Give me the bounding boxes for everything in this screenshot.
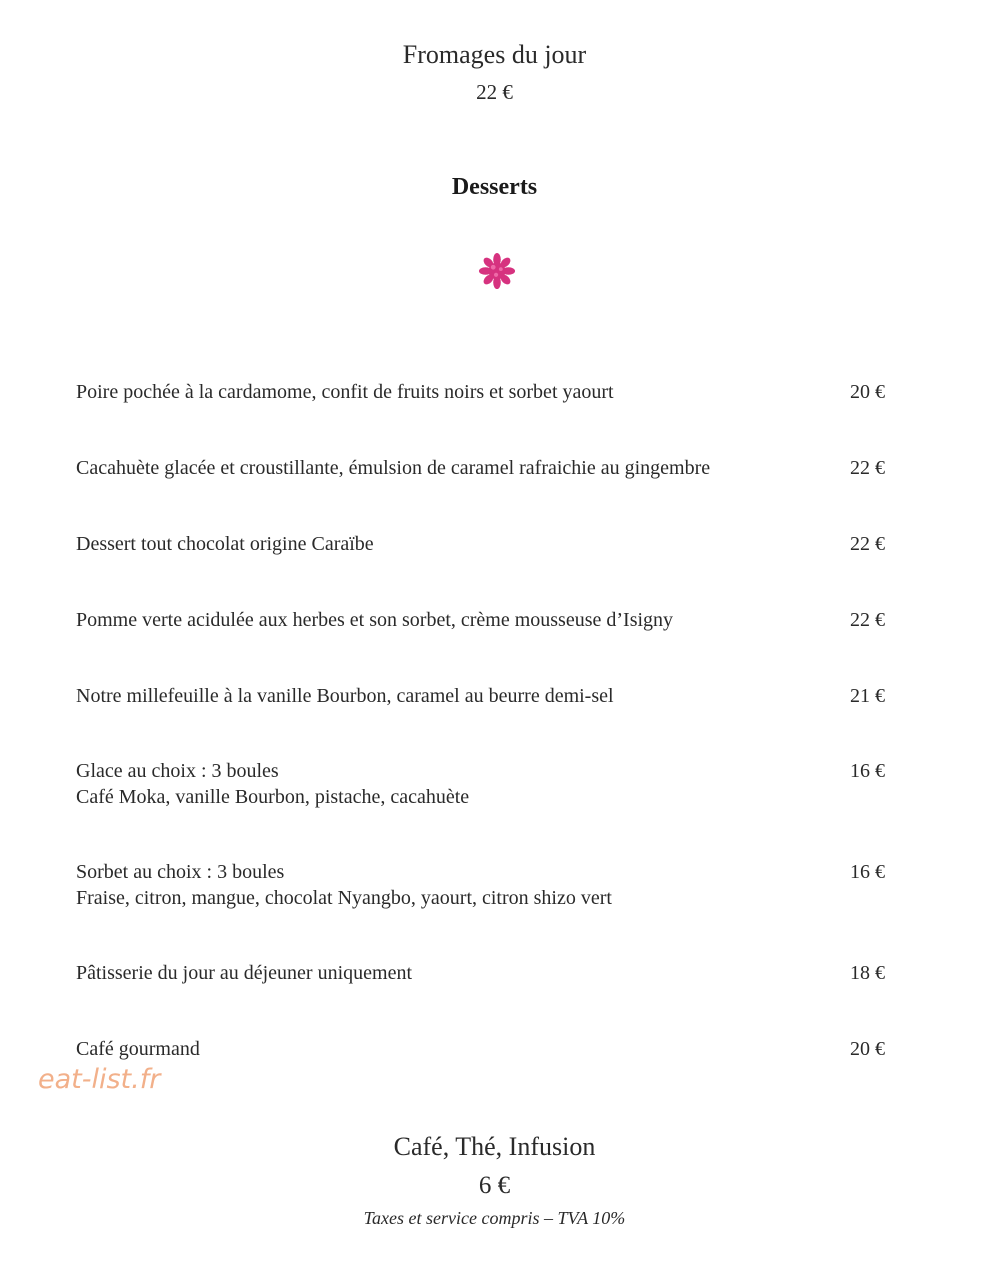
dessert-item-price: 21 € (850, 685, 885, 707)
dessert-item-name: Sorbet au choix : 3 boules (76, 861, 285, 883)
tax-note: Taxes et service compris – TVA 10% (363, 1208, 626, 1228)
dessert-item-price: 22 € (850, 609, 885, 631)
dessert-item-price: 20 € (850, 381, 885, 403)
dessert-item-name: Café gourmand (76, 1038, 200, 1060)
dessert-item-price: 18 € (850, 962, 885, 984)
dessert-item-price: 20 € (850, 1038, 885, 1060)
dessert-item-name: Notre millefeuille à la vanille Bourbon, caramel au beurre demi-sel (76, 685, 614, 707)
cafe-price: 6 € (478, 1172, 511, 1199)
dessert-item-detail: Café Moka, vanille Bourbon, pistache, cacahuète (76, 786, 470, 808)
dessert-item-name: Glace au choix : 3 boules (76, 760, 279, 782)
dessert-item-price: 16 € (850, 861, 885, 883)
dessert-item-price: 22 € (850, 457, 885, 479)
dessert-item-detail: Fraise, citron, mangue, chocolat Nyangbo, yaourt, citron shizo vert (76, 887, 612, 909)
dessert-item-price: 22 € (850, 533, 885, 555)
dessert-item-name: Dessert tout chocolat origine Caraïbe (76, 533, 374, 555)
dessert-item-price: 16 € (850, 760, 885, 782)
dessert-item-name: Cacahuète glacée et croustillante, émulsion de caramel rafraichie au gingembre (76, 457, 711, 479)
cafe-title: Café, Thé, Infusion (393, 1132, 596, 1161)
fromages-title: Fromages du jour (402, 40, 587, 69)
desserts-heading: Desserts (451, 174, 538, 200)
pink-flower-icon (478, 252, 516, 290)
fromages-price: 22 € (476, 80, 513, 104)
watermark: eat-list.fr (38, 1064, 161, 1095)
dessert-item-name: Pâtisserie du jour au déjeuner uniquement (76, 962, 413, 984)
dessert-item-name: Poire pochée à la cardamome, confit de fruits noirs et sorbet yaourt (76, 381, 614, 403)
dessert-item-name: Pomme verte acidulée aux herbes et son sorbet, crème mousseuse d’Isigny (76, 609, 674, 631)
